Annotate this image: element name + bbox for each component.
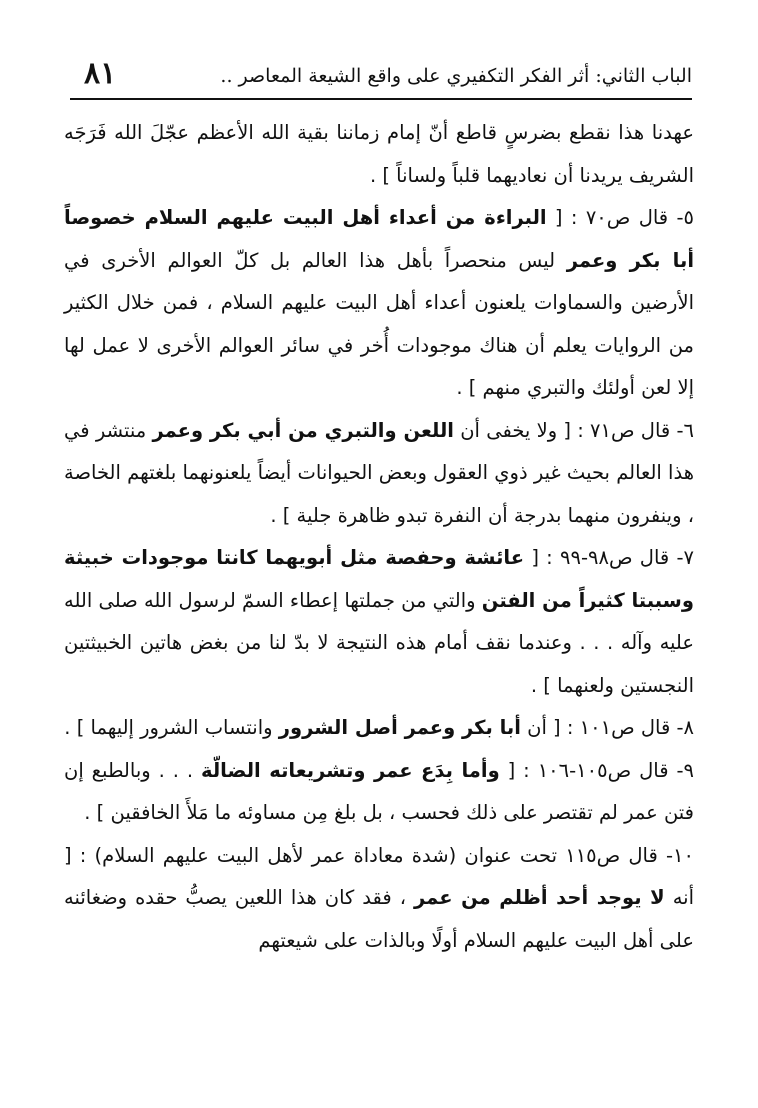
list-item: [64, 835, 694, 963]
intro-paragraph: [64, 112, 694, 197]
item-prefix: ١٠- قال ص١١٥ تحت عنوان (شدة معاداة عمر لأهل البيت عليهم السلام) : [ أنه: [64, 843, 694, 909]
item-bold-text: وأما بِدَع عمر وتشريعاته الضالّة: [201, 758, 500, 782]
item-text: منتشر في هذا العالم بحيث غير ذوي العقول وبعض الحيوانات أيضاً يلعنونهما بلغتهم الخاصة ، وينفرون منهما بدرجة أن النفرة تبدو ظاهرة جلية ] .: [64, 418, 694, 527]
item-text: ليس منحصراً بأهل هذا العالم بل كلّ العوالم الأخرى في الأرضين والسماوات يلعنون أعداء أهل البيت عليهم السلام ، فمن خلال الكثير من الروايات يعلم أن هناك موجودات أُخر في سائر العوالم الأخرى لا عمل لها إلا لعن أولئك والتبري منهم ] .: [64, 248, 694, 399]
page-number: ٨١: [84, 56, 117, 91]
item-text: والتي من جملتها إعطاء السمّ لرسول الله صلى الله عليه وآله . . . وعندما نقف أمام هذه النتيجة لا بدّ لنا من بغض هاتين الخبيثتين النجستين ولعنهما ] .: [64, 588, 694, 697]
header-rule: [70, 98, 692, 100]
item-prefix: ٦- قال ص٧١ : [ ولا يخفى أن: [453, 418, 694, 442]
item-text: وانتساب الشرور إليهما ] .: [64, 716, 279, 739]
item-bold-text: لا يوجد أحد أظلم من عمر: [413, 886, 665, 909]
intro-line-2: الشريف يريدنا أن نعاديهما قلباً ولساناً ] .: [369, 163, 694, 187]
item-prefix: ٨- قال ص١٠١ : [ أن: [520, 716, 694, 739]
list-item: [64, 410, 694, 538]
item-bold-text: البراءة من أعداء أهل البيت عليهم السلام خصوصاً أبا بكر وعمر: [64, 206, 695, 272]
item-prefix: ٥- قال ص٧٠ : [: [546, 206, 694, 229]
list-item: [64, 750, 694, 835]
item-bold-text: عائشة وحفصة مثل أبويهما كانتا موجودات خبيثة وسببتا كثيراً من الفتن: [64, 546, 694, 612]
page-body: [64, 112, 694, 962]
item-bold-text: أبا بكر وعمر أصل الشرور: [278, 716, 521, 739]
item-text: . . . وبالطبع إن فتن عمر لم تقتصر على ذلك فحسب ، بل بلغ مِن مساوئه ما مَلأَ الخافقين ] .: [64, 758, 694, 824]
intro-line-1: عهدنا هذا نقطع بضرسٍ قاطع أنّ إمام زماننا بقية الله الأعظم عجّلَ الله فَرَجَه: [64, 121, 694, 144]
item-prefix: ٧- قال ص٩٨-٩٩ : [: [524, 546, 694, 569]
list-item: [64, 707, 694, 750]
running-title: الباب الثاني: أثر الفكر التكفيري على واقع الشيعة المعاصر ..: [220, 65, 692, 87]
list-item: [64, 537, 694, 707]
item-bold-text: اللعن والتبري من أبي بكر وعمر: [152, 418, 454, 442]
item-text: ، فقد كان هذا اللعين يصبُّ حقده وضغائنه على أهل البيت عليهم السلام أولًا وبالذات على شيعتهم: [64, 886, 694, 952]
page-header: [70, 50, 692, 100]
list-item: [64, 197, 694, 410]
item-prefix: ٩- قال ص١٠٥-١٠٦ : [: [499, 758, 694, 782]
